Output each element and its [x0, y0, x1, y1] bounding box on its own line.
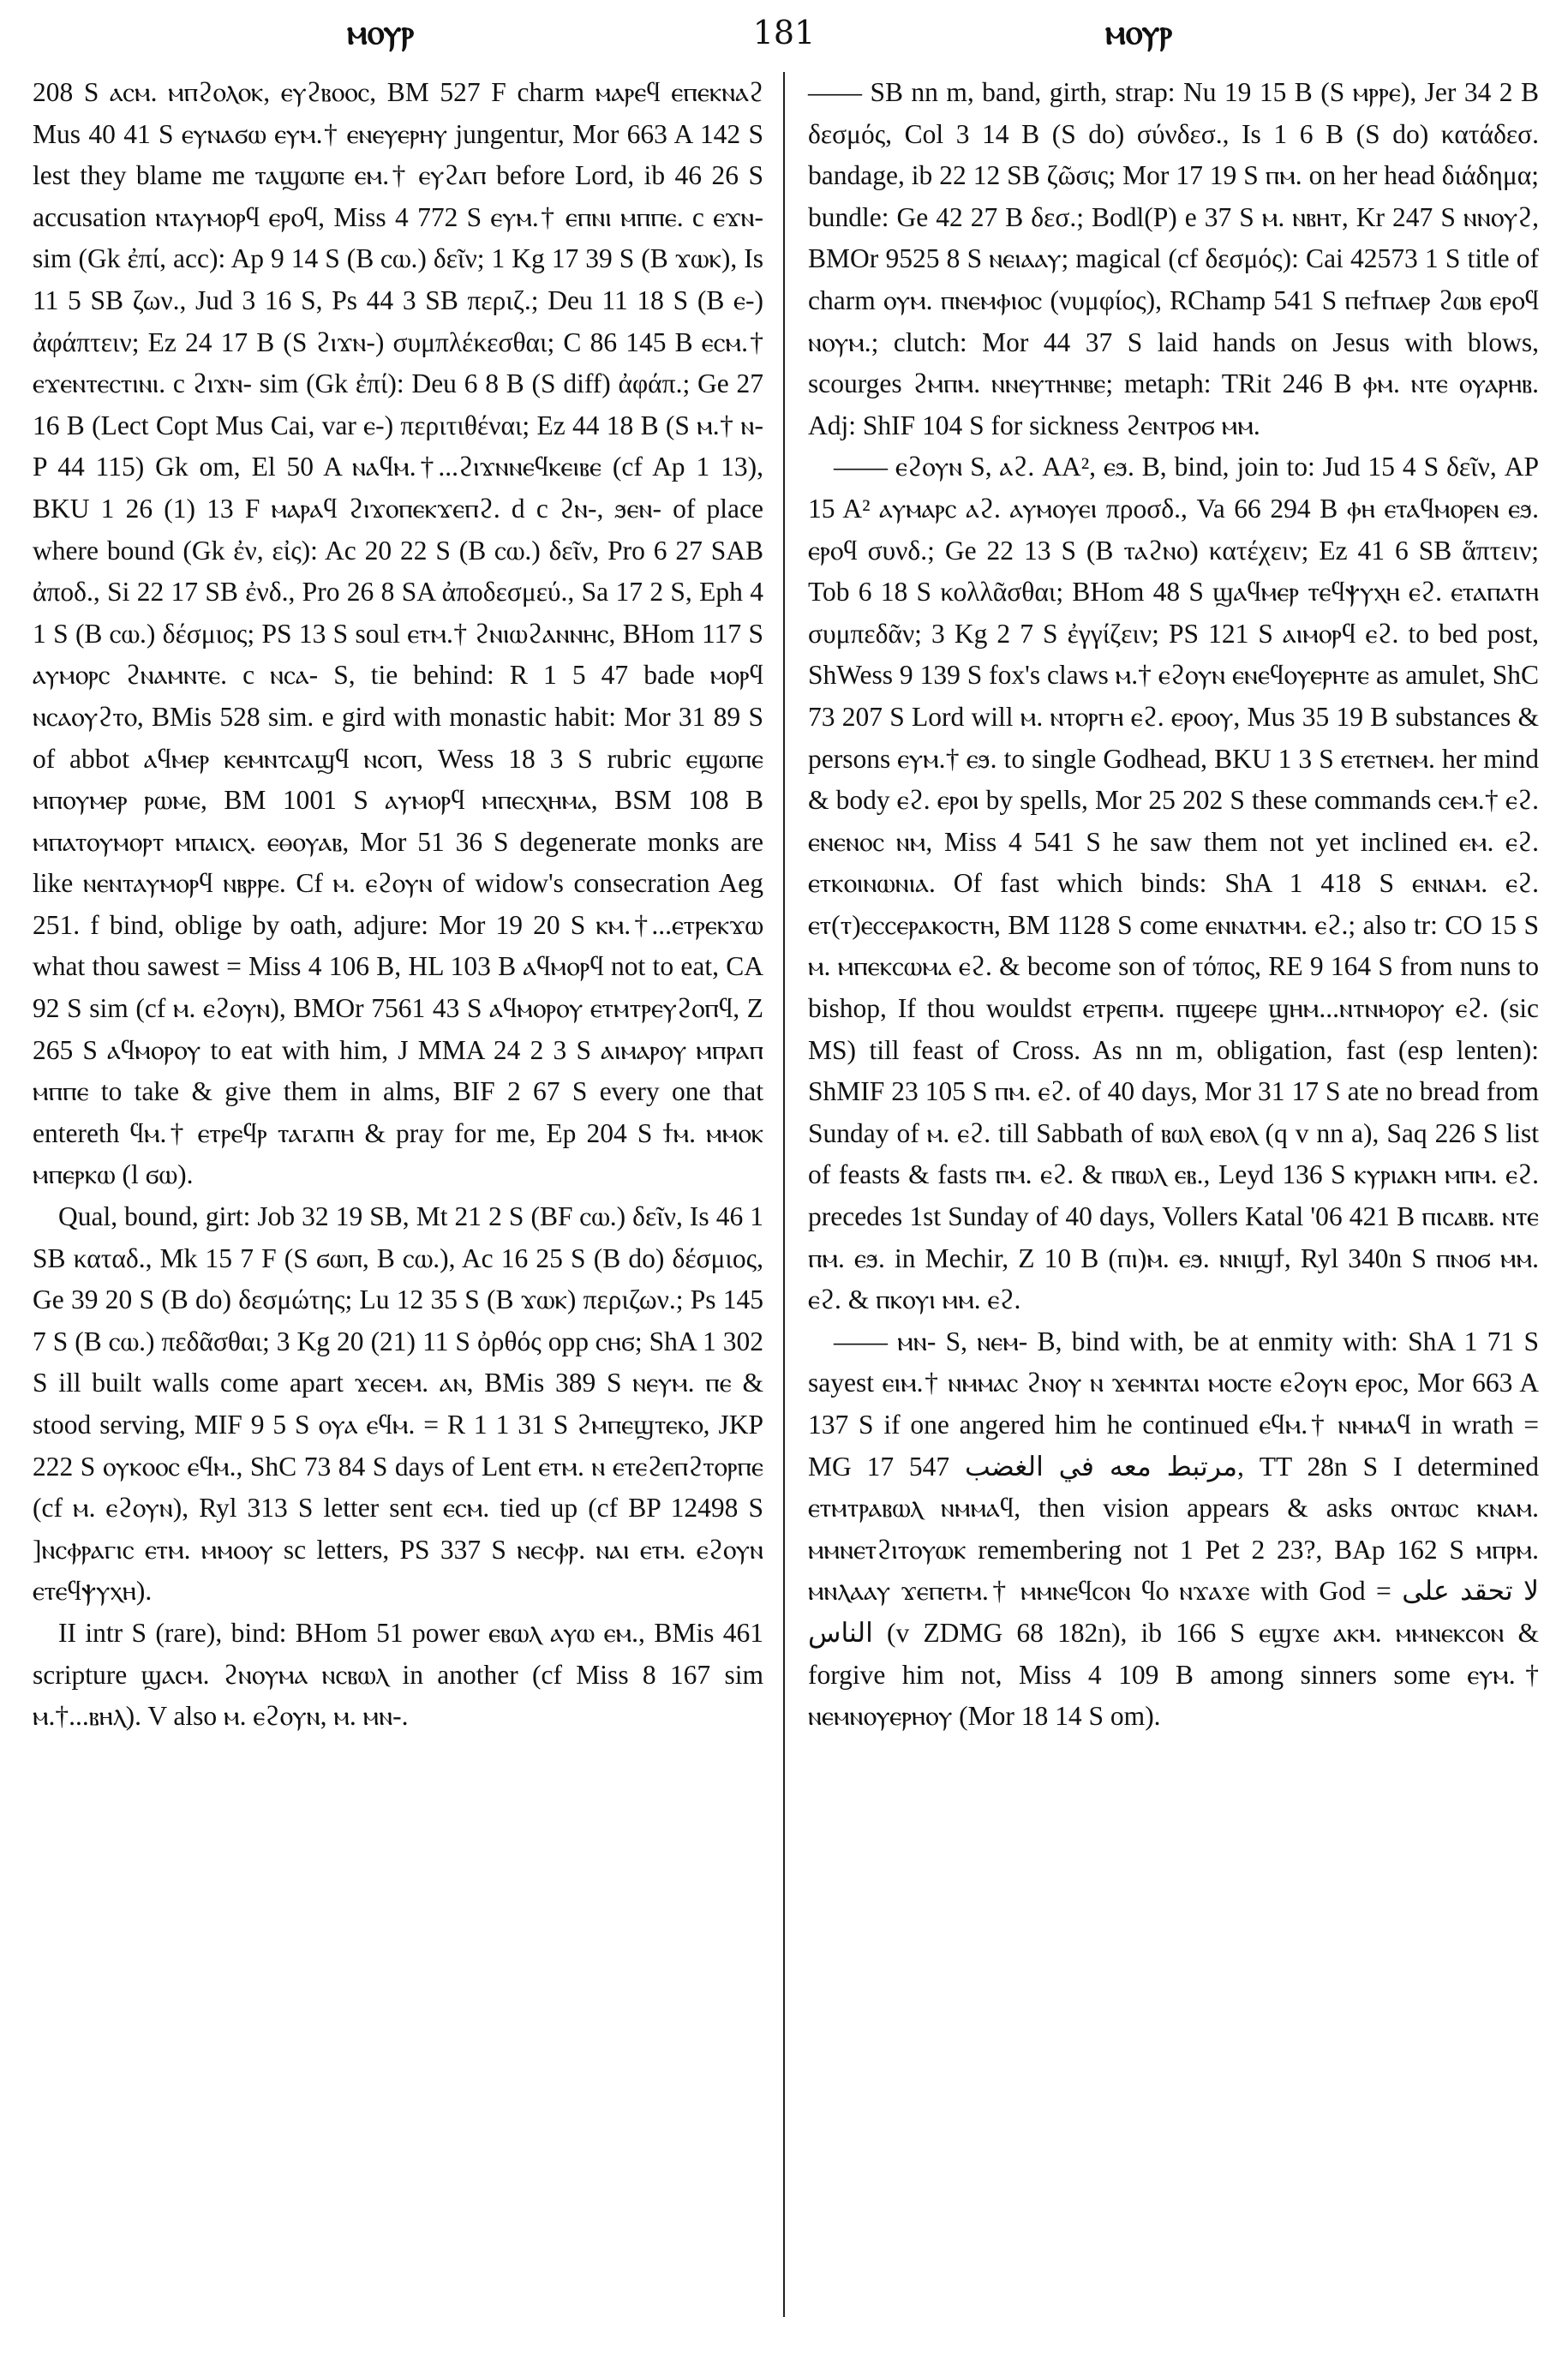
running-head-right: ⲙⲟⲩⲣ — [1105, 12, 1173, 52]
column-divider — [783, 72, 785, 2317]
right-column — [808, 72, 1539, 1738]
entry-paragraph: —— ⲉϩⲟⲩⲛ S, ⲁϩ. AA², ⲉϧ. B, bind, join to: Jud 15 4 S δεῖν, AP 15 A² ⲁⲩⲙⲁⲣⲥ ⲁϩ. ⲁⲩⲙⲟⲩⲉⲓ προσδ., Va 66 294 B ⲫⲏ ⲉⲧⲁϥⲙⲟⲣⲉⲛ ⲉϧ. ⲉⲣⲟϥ συνδ.; Ge 22 13 S (B ⲧⲁϩⲛⲟ) κατέχειν; Ez 41 6 SB ἅπτειν; Tob 6 18 S κολλᾶσθαι; BHom 48 S ϣⲁϥⲙⲉⲣ ⲧⲉϥⲯⲩⲭⲏ ⲉϩ. ⲉⲧⲁⲡⲁⲧⲏ συμπεδᾶν; 3 Kg 2 7 S ἐγγίζειν; PS 121 S ⲁⲓⲙⲟⲣϥ ⲉϩ. to bed post, ShWess 9 139 S fox's claws ⲙ.† ⲉϩⲟⲩⲛ ⲉⲛⲉϥⲟⲩⲉⲣⲏⲧⲉ as amulet, ShC 73 207 S Lord will ⲙ. ⲛⲧⲟⲣⲅⲏ ⲉϩ. ⲉⲣⲟⲟⲩ, Mus 35 19 B substances & persons ⲉⲩⲙ.† ⲉϧ. to single Godhead, BKU 1 3 S ⲉⲧⲉⲧⲛⲉⲙ. her mind & body ⲉϩ. ⲉⲣⲟⲓ by spells, Mor 25 202 S these commands ⲥⲉⲙ.† ⲉϩ. ⲉⲛⲉⲛⲟⲥ ⲛⲙ, Miss 4 541 S he saw them not yet inclined ⲉⲙ. ⲉϩ. ⲉⲧⲕⲟⲓⲛⲱⲛⲓⲁ. Of fast which binds: ShA 1 418 S ⲉⲛⲛⲁⲙ. ⲉϩ. ⲉⲧ(ⲧ)ⲉⲥⲥⲉⲣⲁⲕⲟⲥⲧⲏ, BM 1128 S come ⲉⲛⲛⲁⲧⲙⲙ. ⲉϩ.; also tr: CO 15 S ⲙ. ⲙⲡⲉⲕⲥⲱⲙⲁ ⲉϩ. & become son of τόπος, RE 9 164 S from nuns to bishop, If thou wouldst ⲉⲧⲣⲉⲡⲙ. ⲡϣⲉⲉⲣⲉ ϣⲏⲙ...ⲛⲧⲛⲙⲟⲣⲟⲩ ⲉϩ. (sic MS) till feast of Cross. As nn m, obligation, fast (esp lenten): ShMIF 23 105 S ⲡⲙ. ⲉϩ. of 40 days, Mor 31 17 S ate no bread from Sunday of ⲙ. ⲉϩ. till Sabbath of ⲃⲱⲗ ⲉⲃⲟⲗ (q v nn a), Saq 226 S list of feasts & fasts ⲡⲙ. ⲉϩ. & ⲡⲃⲱⲗ ⲉⲃ., Leyd 136 S ⲕⲩⲣⲓⲁⲕⲏ ⲙⲡⲙ. ⲉϩ. precedes 1st Sunday of 40 days, Vollers Katal '06 421 B ⲡⲓⲥⲁⲃⲃ. ⲛⲧⲉ ⲡⲙ. ⲉϧ. in Mechir, Z 10 B (ⲡⲓ)ⲙ. ⲉϧ. ⲛⲛⲓϣϯ, Ryl 340n S ⲡⲛⲟϭ ⲙⲙ. ⲉϩ. & ⲡⲕⲟⲩⲓ ⲙⲙ. ⲉϩ. — [808, 452, 1539, 1315]
running-head-left: ⲙⲟⲩⲣ — [347, 12, 415, 52]
page-number: 181 — [752, 14, 816, 51]
entry-paragraph: —— SB nn m, band, girth, strap: Nu 19 15 B (S ⲙⲣⲣⲉ), Jer 34 2 B δεσμός, Col 3 14 B (S do) σύνδεσ., Is 1 6 B (S do) κατάδεσ. bandage, ib 22 12 SB ζῶσις; Mor 17 19 S ⲡⲙ. on her head διάδημα; bundle: Ge 42 27 B δεσ.; Bodl(P) e 37 S ⲙ. ⲛⲃⲏⲧ, Kr 247 S ⲛⲛⲟⲩϩ, BMOr 9525 8 S ⲛⲉⲓⲁⲁⲩ; magical (cf δεσμός): Cai 42573 1 S title of charm ⲟⲩⲙ. ⲡⲛⲉⲙⲫⲓⲟⲥ (νυμφίος), RChamp 541 S ⲡⲉϯⲡⲁⲉⲣ ϩⲱⲃ ⲉⲣⲟϥ ⲛⲟⲩⲙ.; clutch: Mor 44 37 S laid hands on Jesus with blows, scourges ϩⲙⲡⲙ. ⲛⲛⲉⲩⲧⲏⲛⲃⲉ; metaph: TRit 246 B ⲫⲙ. ⲛⲧⲉ ⲟⲩⲁⲣⲏⲃ. Adj: ShIF 104 S for sickness ϩⲉⲛⲧⲣⲟϭ ⲙⲙ. — [808, 77, 1539, 440]
entry-paragraph: II intr S (rare), bind: BHom 51 power ⲉⲃⲱⲗ ⲁⲩⲱ ⲉⲙ., BMis 461 scripture ϣⲁⲥⲙ. ϩⲛⲟⲩⲙⲁ ⲛⲥⲃⲱⲗ in another (cf Miss 8 167 sim ⲙ.†...ⲃⲏⲗ). V also ⲙ. ⲉϩⲟⲩⲛ, ⲙ. ⲙⲛ-. — [33, 1617, 763, 1732]
entry-paragraph: —— ⲙⲛ- S, ⲛⲉⲙ- B, bind with, be at enmity with: ShA 1 71 S sayest ⲉⲓⲙ.† ⲛⲙⲙⲁⲥ ϩⲛⲟⲩ ⲛ ϫⲉⲙⲛⲧⲁⲓ ⲙⲟⲥⲧⲉ ⲉϩⲟⲩⲛ ⲉⲣⲟⲥ, Mor 663 A 137 S if one angered him he continued ⲉϥⲙ.† ⲛⲙⲙⲁϥ in wrath = MG 17 547 مرتبط معه في الغضب, TT 28n S I determined ⲉⲧⲙⲧⲣⲁⲃⲱⲗ ⲛⲙⲙⲁϥ, then vision appears & asks ⲟⲛⲧⲱⲥ ⲕⲛⲁⲙ. ⲙⲙⲛⲉⲧϩⲓⲧⲟⲩⲱⲕ remembering not 1 Pet 2 23?, BAp 162 S ⲙⲡⲣⲙ. ⲙⲛⲗⲁⲁⲩ ϫⲉⲡⲉⲧⲙ.† ⲙⲙⲛⲉϥⲥⲟⲛ ϥⲟ ⲛϫⲁϫⲉ with God = لا تحقد على الناس (v ZDMG 68 182n), ib 166 S ⲉϣϫⲉ ⲁⲕⲙ. ⲙⲙⲛⲉⲕⲥⲟⲛ & forgive him not, Miss 4 109 B among sinners some ⲉⲩⲙ.† ⲛⲉⲙⲛⲟⲩⲉⲣⲏⲟⲩ (Mor 18 14 S om). — [808, 1326, 1539, 1732]
entry-paragraph: Qual, bound, girt: Job 32 19 SB, Mt 21 2 S (BF ⲥⲱ.) δεῖν, Is 46 1 SB καταδ., Mk 15 7 F (S ϭⲱⲡ, B ⲥⲱ.), Ac 16 25 S (B do) δέσμιος, Ge 39 20 S (B do) δεσμώτης; Lu 12 35 S (B ϫⲱⲕ) περιζων.; Ps 145 7 S (B ⲥⲱ.) πεδᾶσθαι; 3 Kg 20 (21) 11 S ὀρθός opp ⲥⲏϭ; ShA 1 302 S ill built walls come apart ϫⲉⲥⲉⲙ. ⲁⲛ, BMis 389 S ⲛⲉⲩⲙ. ⲡⲉ & stood serving, MIF 9 5 S ⲟⲩⲁ ⲉϥⲙ. = R 1 1 31 S ϩⲙⲡⲉϣⲧⲉⲕⲟ, JKP 222 S ⲟⲩⲕⲟⲟⲥ ⲉϥⲙ., ShC 73 84 S days of Lent ⲉⲧⲙ. ⲛ ⲉⲧⲉϩⲉⲡϩⲧⲟⲣⲡⲉ (cf ⲙ. ⲉϩⲟⲩⲛ), Ryl 313 S letter sent ⲉⲥⲙ. tied up (cf BP 12498 S ]ⲛⲥⲫⲣⲁⲅⲓⲥ ⲉⲧⲙ. ⲙⲙⲟⲟⲩ sc letters, PS 337 S ⲛⲉⲥⲫⲣ. ⲛⲁⲓ ⲉⲧⲙ. ⲉϩⲟⲩⲛ ⲉⲧⲉϥⲯⲩⲭⲏ). — [33, 1201, 763, 1607]
entry-paragraph: 208 S ⲁⲥⲙ. ⲙⲡϩⲟⲗⲟⲕ, ⲉⲩϩⲃⲟⲟⲥ, BM 527 F charm ⲙⲁⲣⲉϥ ⲉⲡⲉⲕⲛⲁϩ Mus 40 41 S ⲉⲩⲛⲁϭⲱ ⲉⲩⲙ.† ⲉⲛⲉⲩⲉⲣⲏⲩ jungentur, Mor 663 A 142 S lest they blame me ⲧⲁϣⲱⲡⲉ ⲉⲙ.† ⲉⲩϩⲁⲡ before Lord, ib 46 26 S accusation ⲛⲧⲁⲩⲙⲟⲣϥ ⲉⲣⲟϥ, Miss 4 772 S ⲉⲩⲙ.† ⲉⲡⲛⲓ ⲙⲡⲡⲉ. c ⲉϫⲛ- sim (Gk ἐπί, acc): Ap 9 14 S (B ⲥⲱ.) δεῖν; 1 Kg 17 39 S (B ϫⲱⲕ), Is 11 5 SB ζων., Jud 3 16 S, Ps 44 3 SB περιζ.; Deu 11 18 S (B ⲉ-) ἀφάπτειν; Ez 24 17 B (S ϩⲓϫⲛ-) συμπλέκεσθαι; C 86 145 B ⲉⲥⲙ.† ⲉϫⲉⲛⲧⲉⲥⲧⲓⲛⲓ. c ϩⲓϫⲛ- sim (Gk ἐπί): Deu 6 8 B (S diff) ἀφάπ.; Ge 27 16 B (Lect Copt Mus Cai, var ⲉ-) περιτιθέναι; Ez 44 18 B (S ⲙ.† ⲛ- P 44 115) Gk om, El 50 A ⲛⲁϥⲙ.†...ϩⲓϫⲛⲛⲉϥⲕⲉⲓⲃⲉ (cf Ap 1 13), BKU 1 26 (1) 13 F ⲙⲁⲣⲁϥ ϩⲓϫⲟⲡⲉⲕϫⲉⲡϩ. d c ϩⲛ-, ϧⲉⲛ- of place where bound (Gk ἐν, εἰς): Ac 20 22 S (B ⲥⲱ.) δεῖν, Pro 6 27 SAB ἀποδ., Si 22 17 SB ἐνδ., Pro 26 8 SA ἀποδεσμεύ., Sa 17 2 S, Eph 4 1 S (B ⲥⲱ.) δέσμιος; PS 13 S soul ⲉⲧⲙ.† ϩⲛⲓⲱϩⲁⲛⲛⲏⲥ, BHom 117 S ⲁⲩⲙⲟⲣⲥ ϩⲛⲁⲙⲛⲧⲉ. c ⲛⲥⲁ- S, tie behind: R 1 5 47 bade ⲙⲟⲣϥ ⲛⲥⲁⲟⲩϩⲧⲟ, BMis 528 sim. e gird with monastic habit: Mor 31 89 S of abbot ⲁϥⲙⲉⲣ ⲕⲉⲙⲛⲧⲥⲁϣϥ ⲛⲥⲟⲡ, Wess 18 3 S rubric ⲉϣⲱⲡⲉ ⲙⲡⲟⲩⲙⲉⲣ ⲣⲱⲙⲉ, BM 1001 S ⲁⲩⲙⲟⲣϥ ⲙⲡⲉⲥⲭⲏⲙⲁ, BSM 108 B ⲙⲡⲁⲧⲟⲩⲙⲟⲣⲧ ⲙⲡⲁⲓⲥⲭ. ⲉⲑⲟⲩⲁⲃ, Mor 51 36 S degenerate monks are like ⲛⲉⲛⲧⲁⲩⲙⲟⲣϥ ⲛⲃⲣⲣⲉ. Cf ⲙ. ⲉϩⲟⲩⲛ of widow's consecration Aeg 251. f bind, oblige by oath, adjure: Mor 19 20 S ⲕⲙ.†...ⲉⲧⲣⲉⲕϫⲱ what thou sawest = Miss 4 106 B, HL 103 B ⲁϥⲙⲟⲣϥ not to eat, CA 92 S sim (cf ⲙ. ⲉϩⲟⲩⲛ), BMOr 7561 43 S ⲁϥⲙⲟⲣⲟⲩ ⲉⲧⲙⲧⲣⲉⲩϩⲟⲡϥ, Z 265 S ⲁϥⲙⲟⲣⲟⲩ to eat with him, J MMA 24 2 3 S ⲁⲓⲙⲁⲣⲟⲩ ⲙⲡⲣⲁⲡ ⲙⲡⲡⲉ to take & give them in alms, BIF 2 67 S every one that entereth ϥⲙ.† ⲉⲧⲣⲉϥⲣ ⲧⲁⲅⲁⲡⲏ & pray for me, Ep 204 S ϯⲙ. ⲙⲙⲟⲕ ⲙⲡⲉⲣⲕⲱ (l ϭⲱ). — [33, 77, 763, 1190]
left-column — [33, 72, 763, 1738]
